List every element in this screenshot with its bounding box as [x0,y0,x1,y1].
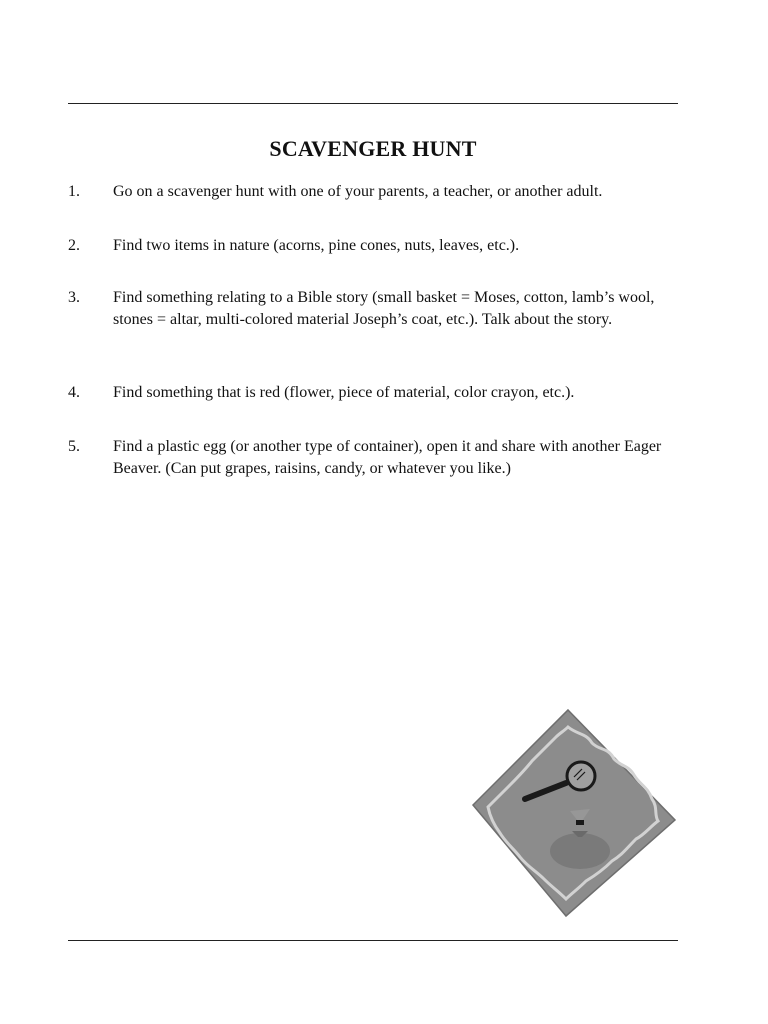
item-text: Find something relating to a Bible story (small basket = Moses, cotton, lamb’s wool, stones = altar, multi-colored material Joseph’s coat, etc.). Talk about the story. [113,289,655,328]
bottom-divider [68,940,678,941]
clipart-graphic [468,703,680,918]
item-text: Find something that is red (flower, piece of material, color crayon, etc.). [113,384,575,401]
item-number: 5. [68,438,80,455]
list-item [68,235,678,257]
page-title: SCAVENGER HUNT [269,136,477,161]
item-number: 1. [68,183,80,200]
item-text: Go on a scavenger hunt with one of your parents, a teacher, or another adult. [113,183,603,200]
item-number: 4. [68,384,80,401]
item-text: Find a plastic egg (or another type of container), open it and share with another Eager Beaver. (Can put grapes, raisins, candy, or whatever you like.) [113,438,662,477]
list-item [68,382,678,404]
top-divider [68,103,678,104]
item-text: Find two items in nature (acorns, pine cones, nuts, leaves, etc.). [113,237,520,254]
list-item [68,436,678,480]
item-number: 3. [68,289,80,306]
item-number: 2. [68,237,80,254]
list-item [68,287,678,331]
treasure-map-magnifier-icon [468,703,680,918]
list-item [68,181,678,203]
